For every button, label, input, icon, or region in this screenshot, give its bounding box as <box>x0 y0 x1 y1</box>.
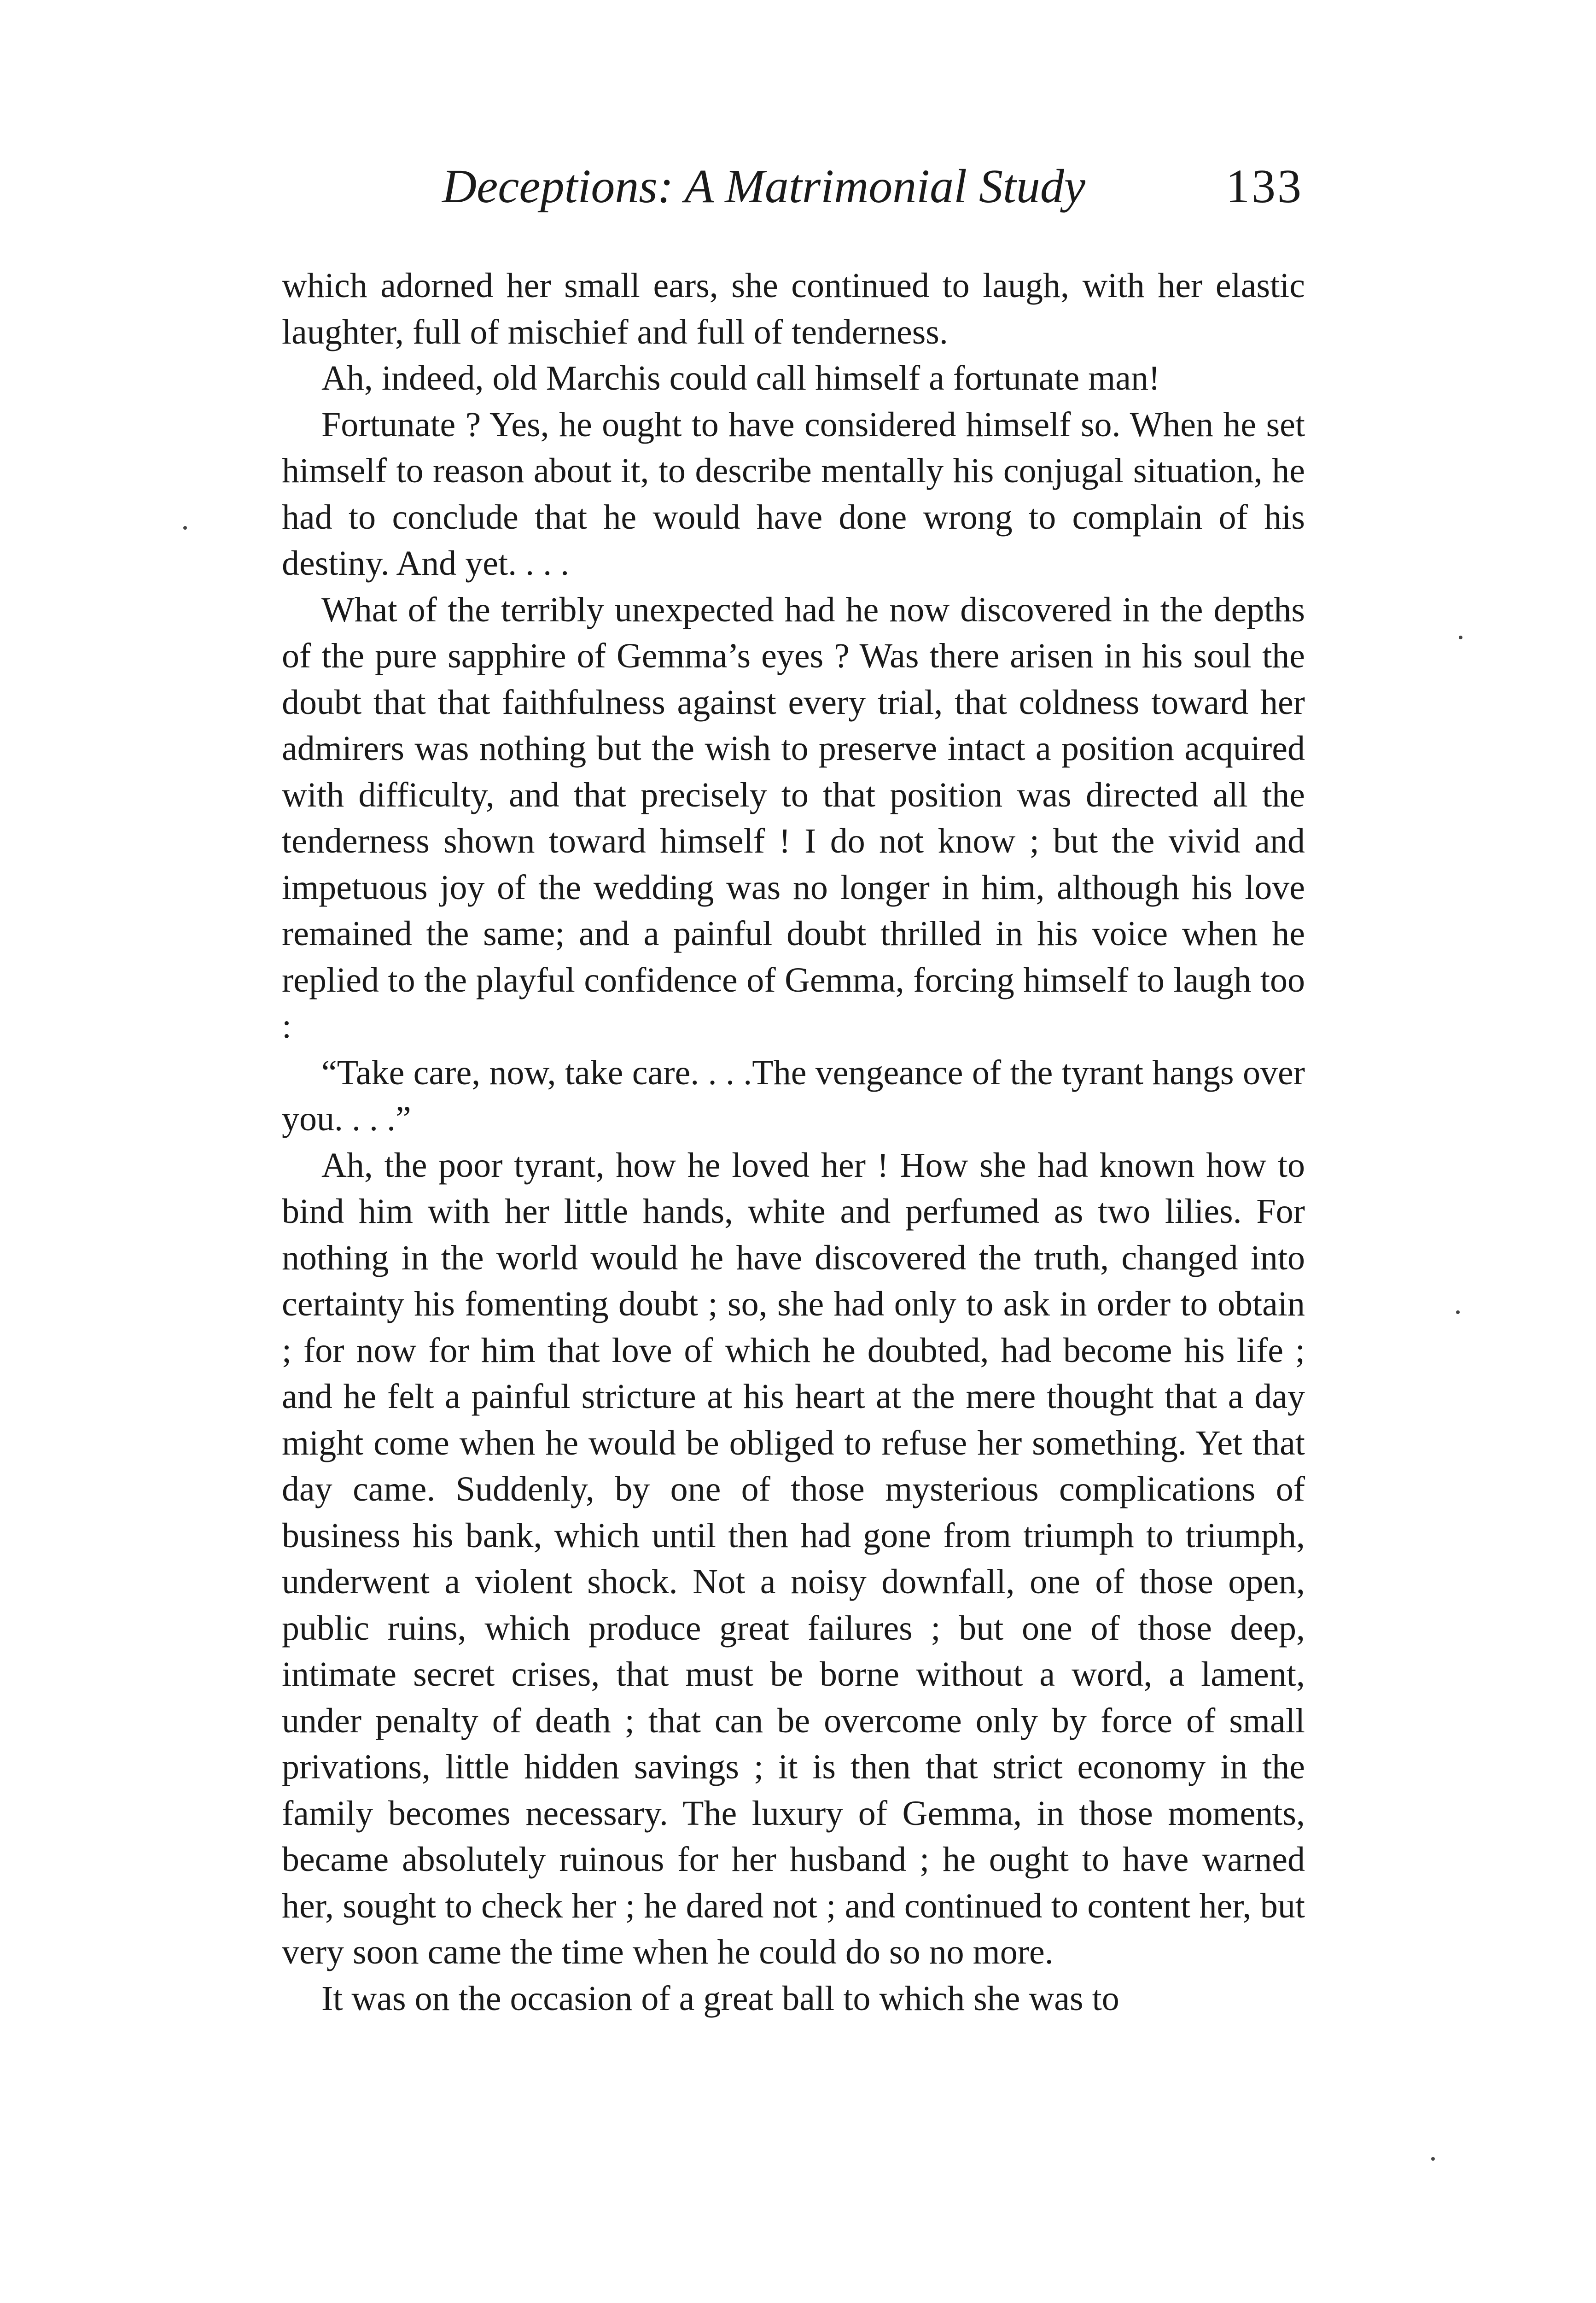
paragraph-final: It was on the occasion of a great ball to which she was to <box>321 1979 1119 2018</box>
paragraph: Ah, the poor tyrant, how he loved her ! How she had known how to bind him with her little hands, white and perfumed as two lilies. For nothing in the world would he have discovered the truth, changed into certainty his fomenting doubt ; so, she had only to ask in order to obtain ; for now for him that love of which he doubted, had become his life ; and he felt a painful stricture at his heart at the mere thought that a day might come when he would be obliged to refuse her something. Yet that day came. Suddenly, by one of those mysterious complications of business his bank, which until then had gone from triumph to triumph, underwent a violent shock. Not a noisy downfall, one of those open, public ruins, which produce great failures ; but one of those deep, intimate secret crises, that must be borne without a word, a lament, under penalty of death ; that can be overcome only by force of small privations, little hidden savings ; it is then that strict economy in the family becomes necessary. The luxury of Gemma, in those moments, became absolutely ruinous for her husband ; he ought to have warned her, sought to check her ; he dared not ; and continued to content her, but very soon came the time when he could do so no more. <box>282 1146 1305 1971</box>
print-speck <box>1456 1310 1460 1314</box>
paragraph-continued: which adorned her small ears, she continued to laugh, with her elastic laughter, full of mischief and full of tenderness. <box>282 266 1305 351</box>
dialogue-paragraph: “Take care, now, take care. . . .The vengeance of the tyrant hangs over you. . . .” <box>282 1053 1305 1138</box>
print-speck <box>183 526 187 530</box>
paragraph: Fortunate ? Yes, he ought to have considered himself so. When he set himself to reason about it, to describe mentally his conjugal situation, he had to conclude that he would have done wrong to complain of his destiny. And yet. . . . <box>282 405 1305 583</box>
paragraph: What of the terribly unexpected had he now discovered in the depths of the pure sapphire of Gemma’s eyes ? Was there arisen in his soul the doubt that that faithfulness against every trial, that coldness toward her admirers was nothing but the wish to preserve intact a position acquired with difficulty, and that precisely to that position was directed all the tenderness shown toward himself ! I do not know ; but the vivid and impetuous joy of the wedding was no longer in him, although his love remained the same; and a painful doubt thrilled in his voice when he replied to the playful confidence of Gemma, forcing himself to laugh too : <box>282 590 1305 1046</box>
paragraph: Ah, indeed, old Marchis could call himself a fortunate man! <box>321 359 1160 397</box>
print-speck <box>1459 636 1462 639</box>
running-header <box>285 152 1303 221</box>
body-text <box>282 263 1305 2022</box>
chapter-title: Deceptions: A Matrimonial Study <box>442 160 1086 213</box>
page-number: 133 <box>1226 160 1303 213</box>
print-speck <box>1431 2157 1435 2161</box>
